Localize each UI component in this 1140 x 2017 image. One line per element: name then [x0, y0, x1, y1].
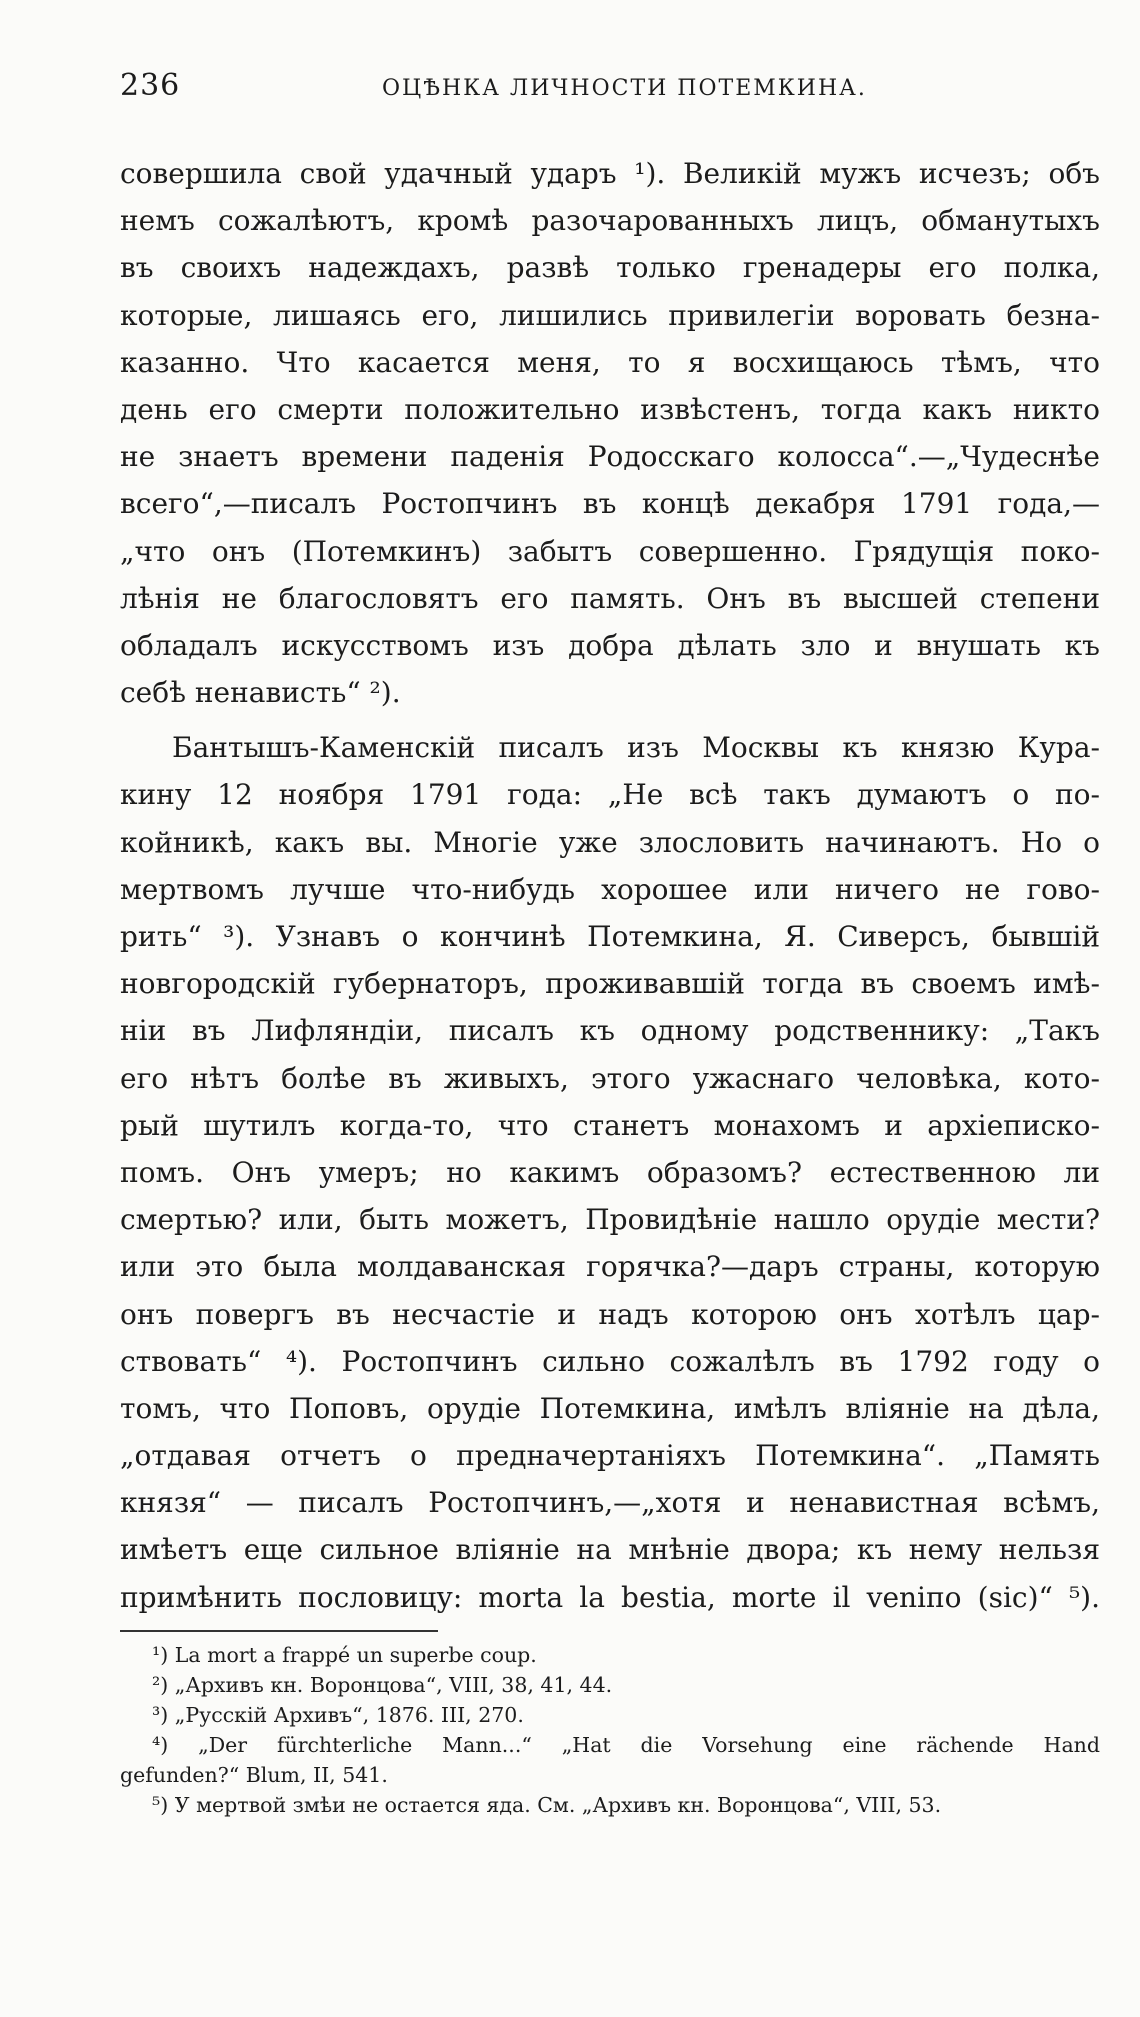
text-line: Бантышъ-Каменскій писалъ изъ Москвы къ князю Кура-: [172, 731, 1100, 765]
paragraph-1: [120, 150, 1100, 716]
footnote-divider: [120, 1630, 438, 1632]
text-line: онъ повергъ въ несчастіе и надъ которою онъ хотѣлъ цар-: [120, 1297, 1100, 1331]
text-line: князя“ — писалъ Ростопчинъ,—„хотя и ненавистная всѣмъ,: [120, 1486, 1100, 1520]
text-line: всего“,—писалъ Ростопчинъ въ концѣ декабря 1791 года,—: [120, 487, 1100, 521]
text-line: въ своихъ надеждахъ, развѣ только гренадеры его полка,: [120, 251, 1100, 285]
text-line: совершила свой удачный ударъ ¹). Великій мужъ исчезъ; объ: [120, 157, 1100, 190]
page-number: 236: [120, 68, 181, 103]
text-line: обладалъ искусствомъ изъ добра дѣлать зло и внушать къ: [120, 628, 1100, 662]
text-line: рить“ ³). Узнавъ о кончинѣ Потемкина, Я. Сиверсъ, бывшій: [120, 920, 1100, 953]
footnote-5: ⁵) У мертвой змѣи не остается яда. См. „Архивъ кн. Воронцова“, VIII, 53.: [152, 1793, 942, 1817]
text-line: имѣетъ еще сильное вліяніе на мнѣніе двора; къ нему нельзя: [120, 1533, 1100, 1567]
footnote-4-continuation: gefunden?“ Blum, II, 541.: [120, 1763, 388, 1787]
page-header: [120, 68, 1010, 108]
text-line: казанно. Что касается меня, то я восхищаюсь тѣмъ, что: [120, 345, 1100, 379]
text-line: ніи въ Лифляндіи, писалъ къ одному родственнику: „Такъ: [120, 1014, 1100, 1048]
footnotes: [120, 1640, 1100, 1820]
text-line: его нѣтъ болѣе въ живыхъ, этого ужаснаго человѣка, кото-: [120, 1061, 1100, 1095]
text-line: смертью? или, быть можетъ, Провидѣніе нашло орудіе мести?: [120, 1203, 1100, 1237]
paragraph-2: [120, 724, 1100, 1621]
running-title: ОЦѢНКА ЛИЧНОСТИ ПОТЕМКИНА.: [382, 76, 867, 101]
text-line: день его смерти положительно извѣстенъ, тогда какъ никто: [120, 392, 1100, 426]
text-line: или это была молдаванская горячка?—даръ страны, которую: [120, 1250, 1100, 1284]
text-line: примѣнить пословицу: morta la bestia, morte il veniпо (sic)“ ⁵).: [120, 1580, 1100, 1614]
text-line: койникѣ, какъ вы. Многіе уже злословить начинаютъ. Но о: [120, 825, 1100, 859]
text-line: „что онъ (Потемкинъ) забытъ совершенно. Грядущія поко-: [120, 534, 1100, 568]
text-line: новгородскій губернаторъ, проживавшій тогда въ своемъ имѣ-: [120, 967, 1100, 1001]
text-line: кину 12 ноября 1791 года: „Не всѣ такъ думаютъ о по-: [120, 778, 1100, 812]
text-line: рый шутилъ когда-то, что станетъ монахомъ и архіеписко-: [120, 1108, 1100, 1142]
main-text: [120, 150, 1100, 1621]
text-line: не знаетъ времени паденія Родосскаго колосса“.—„Чудеснѣе: [120, 440, 1100, 474]
footnote-3: ³) „Русскій Архивъ“, 1876. III, 270.: [152, 1703, 524, 1727]
text-line: себѣ ненависть“ ²).: [120, 676, 401, 710]
text-line: ствовать“ ⁴). Ростопчинъ сильно сожалѣлъ въ 1792 году о: [120, 1344, 1100, 1378]
footnote-1: ¹) La mort a frappé un superbe coup.: [152, 1643, 537, 1667]
text-line: помъ. Онъ умеръ; но какимъ образомъ? естественною ли: [120, 1155, 1100, 1189]
text-line: которые, лишаясь его, лишились привилегіи воровать безна-: [120, 298, 1100, 332]
text-line: мертвомъ лучше что-нибудь хорошее или ничего не гово-: [120, 872, 1100, 906]
footnote-4: ⁴) „Der fürchterliche Mann...“ „Hat die Vorsehung eine rächende Hand: [152, 1733, 1100, 1757]
text-line: немъ сожалѣютъ, кромѣ разочарованныхъ лицъ, обманутыхъ: [120, 204, 1100, 238]
text-line: лѣнія не благословятъ его память. Онъ въ высшей степени: [120, 581, 1100, 615]
text-line: томъ, что Поповъ, орудіе Потемкина, имѣлъ вліяніе на дѣла,: [120, 1391, 1100, 1425]
text-line: „отдавая отчетъ о предначертаніяхъ Потемкина“. „Память: [120, 1439, 1100, 1473]
footnote-2: ²) „Архивъ кн. Воронцова“, VIII, 38, 41, 44.: [152, 1673, 613, 1697]
